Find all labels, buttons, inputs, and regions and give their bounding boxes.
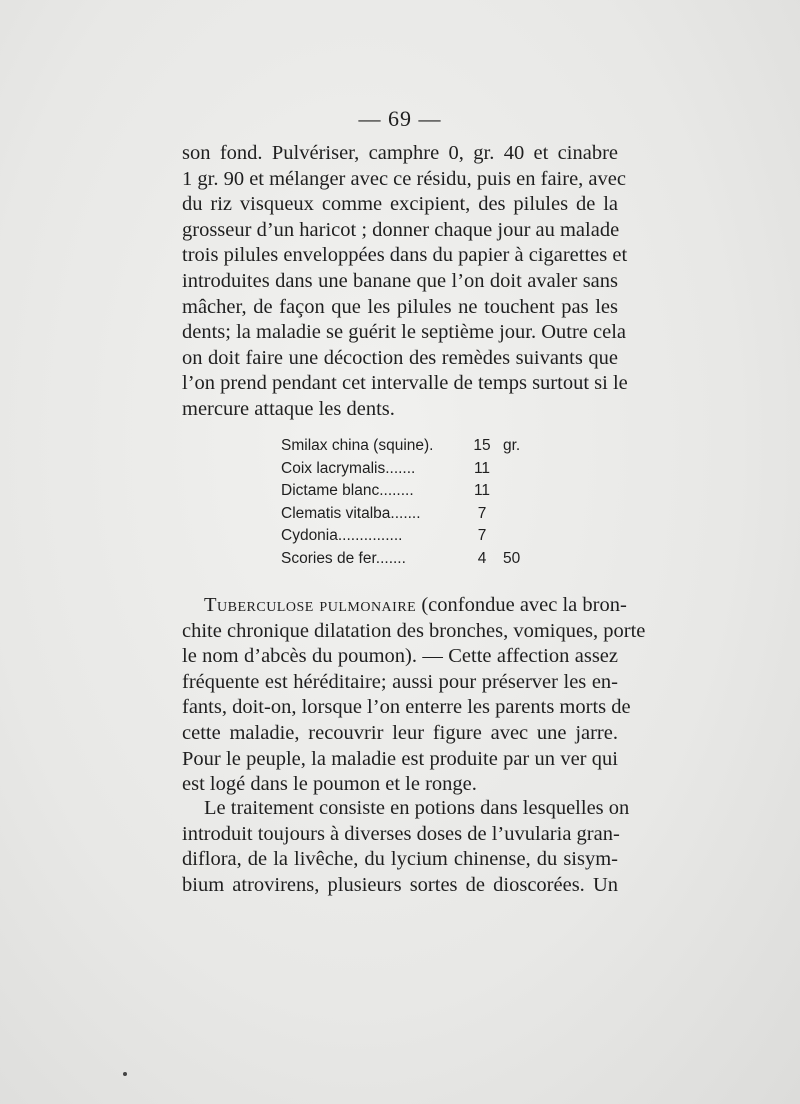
remedy-unit: gr. <box>503 437 521 454</box>
paragraph-mercury-treatment <box>182 141 628 423</box>
remedy-unit: 50 <box>503 549 521 567</box>
text-line: son fond. Pulvériser, camphre 0, gr. 40 et cinabre <box>182 142 618 164</box>
text-line: bium atrovirens, plusieurs sortes de dioscorées. Un <box>182 873 618 896</box>
text-line: introduites dans une banane que l’on doit avaler sans <box>182 269 618 292</box>
remedy-quantity: 11 <box>473 482 491 499</box>
text-line: le nom d’abcès du poumon). — Cette affection assez <box>182 645 618 668</box>
remedy-name: Dictame blanc........ <box>281 482 414 499</box>
remedy-name: Clematis vitalba....... <box>281 504 421 522</box>
remedy-row <box>281 458 571 481</box>
remedy-row <box>281 525 571 548</box>
ink-speck <box>123 1072 127 1076</box>
text-line: trois pilules enveloppées dans du papier à cigarettes et <box>182 244 628 267</box>
text-line: l’on prend pendant cet intervalle de temps surtout si le <box>182 372 628 395</box>
text-line <box>182 593 627 619</box>
text-line: est logé dans le poumon et le ronge. <box>182 773 477 796</box>
text-line: grosseur d’un haricot ; donner chaque jour au malade <box>182 218 620 241</box>
text-line: Le traitement consiste en potions dans lesquelles on <box>204 797 630 819</box>
remedy-row <box>281 548 571 571</box>
remedy-name: Cydonia............... <box>281 527 403 544</box>
page-number: — 69 — <box>358 106 442 131</box>
text-line: du riz visqueux comme excipient, des pilules de la <box>182 193 618 216</box>
remedy-quantity: 7 <box>477 504 487 522</box>
section-title: Tuberculose pulmonaire <box>204 594 417 616</box>
text-line: cette maladie, recouvrir leur figure avec une jarre. <box>182 721 618 744</box>
remedy-list <box>281 435 571 570</box>
remedy-name: Coix lacrymalis....... <box>281 459 416 477</box>
paragraph-tuberculosis <box>182 593 646 798</box>
remedy-row <box>281 480 571 503</box>
remedy-quantity: 7 <box>477 527 487 544</box>
text-line: Pour le peuple, la maladie est produite par un ver qui <box>182 747 618 770</box>
text-line: chite chronique dilatation des bronches, vomiques, porte <box>182 619 646 642</box>
text-line: diflora, de la livêche, du lycium chinense, du sisym- <box>182 848 618 871</box>
remedy-quantity: 11 <box>473 459 491 477</box>
remedy-row <box>281 503 571 526</box>
text-line: mâcher, de façon que les pilules ne touchent pas les <box>182 295 618 318</box>
text-line: dents; la maladie se guérit le septième jour. Outre cela <box>182 321 627 344</box>
text-line: fants, doit-on, lorsque l’on enterre les parents morts de <box>182 696 631 719</box>
remedy-quantity: 4 <box>477 549 487 567</box>
remedy-name: Smilax china (squine). <box>281 437 434 454</box>
text-line: on doit faire une décoction des remèdes suivants que <box>182 346 618 369</box>
remedy-row <box>281 435 571 458</box>
remedy-quantity: 15 <box>473 437 491 454</box>
text-line: 1 gr. 90 et mélanger avec ce résidu, puis en faire, avec <box>182 167 626 190</box>
text-line: fréquente est héréditaire; aussi pour préserver les en- <box>182 670 618 693</box>
text-fragment: (confondue avec la bron- <box>416 594 627 616</box>
paragraph-treatment <box>182 796 630 898</box>
text-line: introduit toujours à diverses doses de l’uvularia gran- <box>182 822 620 845</box>
remedy-name: Scories de fer....... <box>281 549 406 567</box>
text-line: mercure attaque les dents. <box>182 397 395 420</box>
